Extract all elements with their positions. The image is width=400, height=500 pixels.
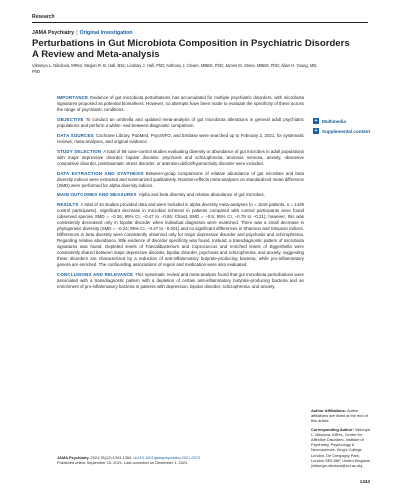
top-rule xyxy=(32,22,368,23)
abstract-results xyxy=(57,202,304,268)
abstract-label: CONCLUSIONS AND RELEVANCE xyxy=(57,272,134,278)
abstract-text: This systematic review and meta-analysis found that gut microbiota perturbations were associated with a transdiagnostic pattern with a depletion of certain anti-inflammatory butyrate-producing bacteria and an enrichment of pro-inflammatory bacteria in patients with depression, bipolar disorder, schizophrenia, and anxiety. xyxy=(57,272,304,290)
abstract-label: OBJECTIVE xyxy=(57,116,84,122)
affiliations-text: Author affiliations are listed at the end of this article. xyxy=(311,408,368,424)
citation-label: JAMA Psychiatry. xyxy=(57,455,90,460)
article-type: Original Investigation xyxy=(79,30,133,36)
corresponding-text: Viktoriya L. Nikolova, MRes, Centre for Affective Disorders, Institute of Psychiatry, Psychology & Neuroscience, King's College London, De Crespigny Park, London SE5 8AF, United Kingdom (viktoriya.nikolova@kcl.ac.uk). xyxy=(311,426,371,469)
abstract-text: Evidence of gut microbiota perturbations has accumulated for multiple psychiatric disorders, with microbiota signatures proposed as potential biomarkers. However, no attempts have been made to evaluate the specificity of these across the range of psychiatric conditions. xyxy=(57,95,304,112)
abstract-label: RESULTS xyxy=(57,202,79,208)
citation-text: 2021;78(12):1343-1354. xyxy=(90,455,133,460)
journal-line xyxy=(32,30,133,36)
plus-icon: + xyxy=(314,128,318,134)
multimedia-link-label: Multimedia xyxy=(322,118,346,124)
affiliations-label: Author Affiliations: xyxy=(311,408,347,413)
plus-icon: + xyxy=(314,118,318,124)
abstract-objective xyxy=(57,117,304,129)
abstract-text: Between-group comparisons of relative abundance of gut microbes and beta diversity indices were extracted and summarized qualitatively. Random-effects meta-analyses on standardized mean difference (SMD) were performed for alpha diversity indices. xyxy=(57,170,304,188)
doi-link[interactable]: doi:10.1001/jamapsychiatry.2021.2573 xyxy=(133,455,200,460)
abstract-label: DATA EXTRACTION AND SYNTHESIS xyxy=(57,170,144,176)
corresponding-label: Corresponding Author: xyxy=(311,426,354,432)
supplemental-link-label: Supplemental content xyxy=(322,128,370,134)
abstract xyxy=(57,95,304,294)
supplemental-content-link[interactable] xyxy=(313,128,370,134)
abstract-study-selection xyxy=(57,149,304,167)
abstract-label: DATA SOURCES xyxy=(57,132,94,138)
abstract-importance xyxy=(57,95,304,113)
journal-name: JAMA Psychiatry xyxy=(32,30,75,36)
multimedia-link[interactable] xyxy=(313,118,370,124)
published-line: Published online September 15, 2021. Last corrected on December 1, 2021. xyxy=(57,460,189,466)
author-affiliations xyxy=(311,408,373,424)
abstract-label: IMPORTANCE xyxy=(57,95,89,100)
article-title xyxy=(32,38,372,60)
page-number: 1343 xyxy=(359,479,370,484)
abstract-data-extraction xyxy=(57,171,304,189)
journal-separator: | xyxy=(76,30,78,36)
abstract-text: Alpha and beta diversity and relative abundance of gut microbes. xyxy=(138,192,265,198)
abstract-text: Cochrane Library, PubMed, PsycINFO, and Embase were searched up to February 2, 2021, for systematic reviews, meta-analyses, and original evidence. xyxy=(57,132,304,144)
abstract-text: To conduct an umbrella and updated meta-analysis of gut microbiota alterations in general adult psychiatric populations and perform a within- and between-diagnostic comparison. xyxy=(57,116,304,128)
abstract-data-sources xyxy=(57,133,304,145)
abstract-label: STUDY SELECTION xyxy=(57,148,102,154)
abstract-conclusions xyxy=(57,272,304,290)
title-line-1: Perturbations in Gut Microbiota Composition in Psychiatric Disorders xyxy=(32,38,350,49)
author-list: Viktoriya L. Nikolova, MRes; Megan R. B. Hall, BSc; Lindsay J. Hall, PhD; Anthony J. Cleare, MBBS, PhD; James M. Stone, MBBS, PhD; Allan H. Young, MD, PhD xyxy=(32,63,318,74)
section-tag: Research xyxy=(32,14,55,20)
side-links xyxy=(313,118,370,138)
abstract-text: A total of 59 case-control studies evaluating diversity or abundance of gut microbes in adult populations with major depressive disorder, bipolar disorder, psychosis and schizophrenia, anorexia nervosa, anxiety, obsessive compulsive disorder, posttraumatic stress disorder, or attention-deficit/hyperactivity disorder were included. xyxy=(57,148,304,166)
title-line-2: A Review and Meta-analysis xyxy=(32,49,160,60)
abstract-main-outcomes xyxy=(57,192,304,198)
corresponding-author xyxy=(311,427,373,469)
citation xyxy=(57,455,317,465)
abstract-label: MAIN OUTCOMES AND MEASURES xyxy=(57,192,137,198)
author-info xyxy=(311,408,373,471)
abstract-text: A total of 34 studies provided data and were included in alpha diversity meta-analyses (n = 1519 patients, n = 1429 control participants). Significant decrease in microbial richness in patients compared with control participants were found (observed species SMD = −0.26; 95% CI, −0.47 to −0.06; Chao1 SMD = −0.5; 95% CI, −0.79 to −0.21); however, this was consistently decreased only in bipolar disorder when individual diagnoses were examined. There was a small decrease in phylogenetic diversity (SMD = −0.24; 95% CI, −0.47 to −0.001) and no significant differences in Shannon and Simpson indices. Differences in beta diversity were consistently observed only for major depressive disorder and psychosis and schizophrenia. Regarding relative abundance, little evidence of disorder specificity was found. Instead, a transdiagnostic pattern of microbiota signatures was found. Depleted levels of Faecalibacterium and Coprococcus and enriched levels of Eggerthella were consistently shared between major depressive disorder, bipolar disorder, psychosis and schizophrenia, and anxiety, suggesting these disorders are characterized by a reduction of anti-inflammatory butyrate-producing bacteria, while pro-inflammatory genera are enriched. The confounding associations of region and medication were also evaluated. xyxy=(57,202,304,268)
